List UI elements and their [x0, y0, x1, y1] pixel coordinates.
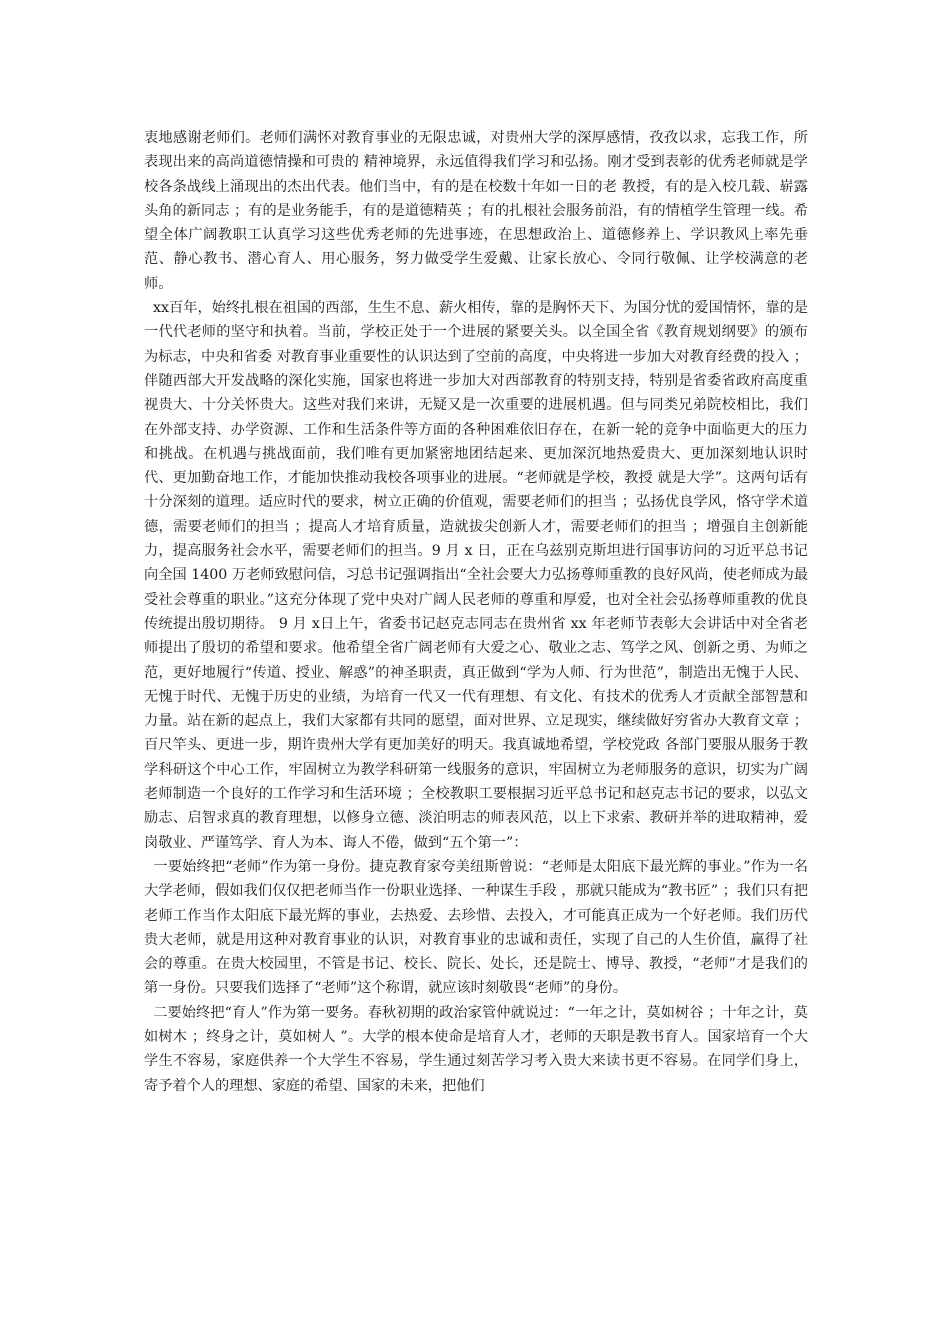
paragraph-4: 二要始终把“育人”作为第一要务。春秋初期的政治家管仲就说过：“一年之计，莫如树谷 ；十年之计，莫如树木 ；终身之计，莫如树人 ”。大学的根本使命是培育人才，老师的天职是教书育人。国家培育一个大学生不容易，家庭供养一个大学生不容易，学生通过刻苦学习考入贵大来读书更不容易。在同学们身上，寄予着个人的理想、家庭的希望、国家的未来，把他们 — [144, 1004, 808, 1094]
document-body — [144, 126, 808, 1098]
paragraph-3: 一要始终把“老师”作为第一身份。捷克教育家夸美纽斯曾说：“老师是太阳底下最光辉的事业。”作为一名大学老师，假如我们仅仅把老师当作一份职业选择、一种谋生手段 ，那就只能成为“教书匠” ；我们只有把老师工作当作太阳底下最光辉的事业，去热爱、去珍惜、去投入，才可能真正成为一个好老师。我们历代贵大老师，就是用这种对教育事业的认识，对教育事业的忠诚和责任，实现了自己的人生价值，赢得了社会的尊重。在贵大校园里，不管是书记、校长、院长、处长，还是院士、博导、教授，“老师”才是我们的第一身份。只要我们选择了“老师”这个称谓，就应该时刻敬畏“老师”的身份。 — [144, 858, 808, 997]
paragraph-2: xx百年，始终扎根在祖国的西部，生生不息、薪火相传，靠的是胸怀天下、为国分忧的爱国情怀，靠的是一代代老师的坚守和执着。当前，学校正处于一个进展的紧要关头。以全国全省《教育规划纲要》的颁布为标志，中央和省委 对教育事业重要性的认识达到了空前的高度，中央将进一步加大对教育经费的投入 ；伴随西部大开发战略的深化实施，国家也将进一步加大对西部教育的特别支持，特别是省委省政府高度重视贵大、十分关怀贵大。这些对我们来讲，无疑又是一次重要的进展机遇。但与同类兄弟院校相比，我们在外部支持、办学资源、工作和生活条件等方面的各种困难依旧存在，在新一轮的竞争中面临更大的压力和挑战。在机遇与挑战面前，我们唯有更加紧密地团结起来、更加深沉地热爱贵大、更加深刻地认识时代、更加勤奋地工作，才能加快推动我校各项事业的进展。“老师就是学校，教授 就是大学”。这两句话有十分深刻的道理。适应时代的要求，树立正确的价值观，需要老师们的担当 ；弘扬优良学风，恪守学术道德，需要老师们的担当 ；提高人才培育质量，造就拔尖创新人才，需要老师们的担当 ；增强自主创新能力，提高服务社会水平，需要老师们的担当。9 月 x 日，正在乌兹别克斯坦进行国事访问的习近平总书记向全国 1400 万老师致慰问信，习总书记强调指出“全社会要大力弘扬尊师重教的良好风尚，使老师成为最受社会尊重的职业。”这充分体现了党中央对广阔人民老师的尊重和厚爱，也对全社会弘扬尊师重教的优良传统提出殷切期待。 9 月 x日上午，省委书记赵克志同志在贵州省 xx 年老师节表彰大会讲话中对全省老师提出了殷切的希望和要求。他希望全省广阔老师有大爱之心、敬业之志、笃学之风、创新之勇、为师之范，更好地履行“传道、授业、解惑”的神圣职责，真正做到“学为人师、行为世范”，制造出无愧于人民、无愧于时代、无愧于历史的业绩，为培育一代又一代有理想、有文化、有技术的优秀人才贡献全部智慧和力量。站在新的起点上，我们大家都有共同的愿望，面对世界、立足现实，继续做好穷省办大教育文章 ；百尺竿头、更进一步，期许贵州大学有更加美好的明天。我真诚地希望，学校党政 各部门要服从服务于教学科研这个中心工作，牢固树立为教学科研第一线服务的意识，牢固树立为老师服务的意识，切实为广阔老师制造一个良好的工作学习和生活环境 ；全校教职工要根据习近平总书记和赵克志书记的要求，以弘文励志、启智求真的教育理想，以修身立德、淡泊明志的师表风范，以上下求索、教研并举的进取精神，爱岗敬业、严谨笃学、育人为本、诲人不倦，做到“五个第一”： — [144, 300, 808, 851]
paragraph-1: 衷地感谢老师们。老师们满怀对教育事业的无限忠诚，对贵州大学的深厚感情，孜孜以求，忘我工作，所表现出来的高尚道德情操和可贵的 精神境界，永远值得我们学习和弘扬。刚才受到表彰的优秀老师就是学校各条战线上涌现出的杰出代表。他们当中，有的是在校数十年如一日的老 教授，有的是入校几载、崭露头角的新同志 ；有的是业务能手，有的是道德精英 ；有的扎根社会服务前沿，有的情植学生管理一线。希望全体广阔教职工认真学习这些优秀老师的先进事迹，在思想政治上、道德修养上、学识教风上率先垂范、静心教书、潜心育人、用心服务，努力做受学生爱戴、让家长放心、令同行敬佩、让学校满意的老师。 — [144, 130, 808, 292]
